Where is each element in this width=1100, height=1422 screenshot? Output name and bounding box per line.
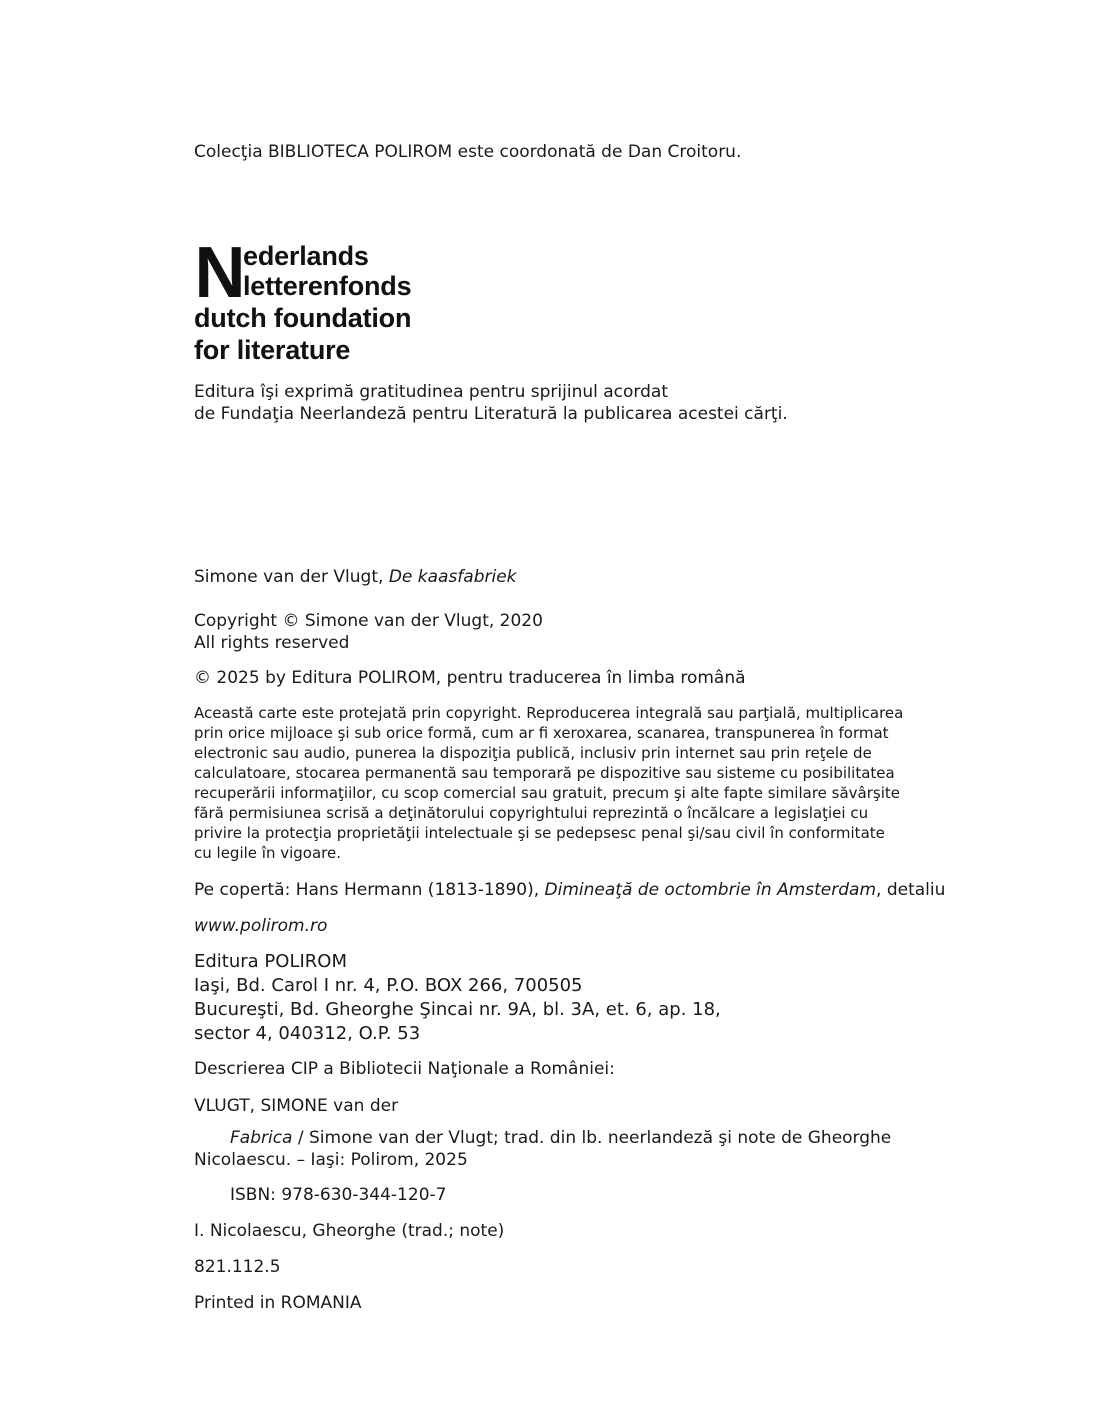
cover-credit: Pe copertă: Hans Hermann (1813-1890), Dimineaţă de octombrie în Amsterdam, detaliu — [194, 880, 946, 900]
logo-line-4: for literature — [194, 335, 351, 365]
original-title-line — [194, 566, 909, 588]
translation-rights: © 2025 by Editura POLIROM, pentru traducerea în limba română — [194, 668, 746, 688]
nederlands-letterenfonds-logo — [194, 233, 524, 370]
original-title: De kaasfabriek — [388, 567, 517, 587]
logo-line-3: dutch foundation — [194, 303, 412, 333]
copyright-block: Copyright © Simone van der Vlugt, 2020 All rights reserved — [194, 611, 543, 653]
publisher-address: Editura POLIROM Iaşi, Bd. Carol I nr. 4, P.O. BOX 266, 700505 Bucureşti, Bd. Gheorghe Şincai nr. 9A, bl. 3A, et. 6, ap. 18, sector 4, 040312, O.P. 53 — [194, 951, 721, 1044]
cip-contributor: I. Nicolaescu, Gheorghe (trad.; note) — [194, 1221, 505, 1241]
logo-initial: N — [194, 233, 246, 313]
legal-notice: Această carte este protejată prin copyright. Reproducerea integrală sau parţială, multiplicarea prin orice mijloace şi sub orice formă, cum ar fi xeroxarea, scanarea, transpunerea în format electronic sau audio, punerea la dispoziţia publică, inclusiv prin internet sau prin reţele de calculatoare, stocarea permanentă sau temporară pe dispozitive sau sisteme cu posibilitatea recuperării informaţiilor, cu scop comercial sau gratuit, precum şi alte fapte similare săvârşite fără permisiunea scrisă a deţinătorului copyrightului reprezintă o încălcare a legislaţiei cu privire la protecţia proprietăţii intelectuale şi se pedepsesc penal şi/sau civil în conformitate cu legile în vigoare. — [194, 704, 904, 862]
cip-classification: 821.112.5 — [194, 1257, 281, 1277]
cip-entry: Fabrica / Simone van der Vlugt; trad. din lb. neerlandeză şi note de Gheorghe Nicolaescu. – Iaşi: Polirom, 2025 — [194, 1128, 892, 1170]
cover-painting-title: Dimineaţă de octombrie în Amsterdam — [544, 880, 877, 900]
logo-line-2: letterenfonds — [243, 271, 412, 301]
cip-author: VLUGT, SIMONE van der — [194, 1096, 399, 1116]
cip-heading: Descrierea CIP a Bibliotecii Naţionale a României: — [194, 1059, 615, 1079]
series-note: Colecţia BIBLIOTECA POLIROM este coordonată de Dan Croitoru. — [194, 142, 742, 162]
isbn: ISBN: 978-630-344-120-7 — [230, 1185, 447, 1205]
printed-in: Printed in ROMANIA — [194, 1293, 362, 1313]
website: www.polirom.ro — [194, 916, 328, 936]
gratitude-note: Editura îşi exprimă gratitudinea pentru sprijinul acordat de Fundaţia Neerlandeză pentru Literatură la publicarea acestei cărţi. — [194, 382, 788, 424]
cip-entry-title: Fabrica — [230, 1128, 293, 1148]
logo-line-1: ederlands — [243, 241, 369, 271]
original-author: Simone van der Vlugt, — [194, 567, 389, 587]
